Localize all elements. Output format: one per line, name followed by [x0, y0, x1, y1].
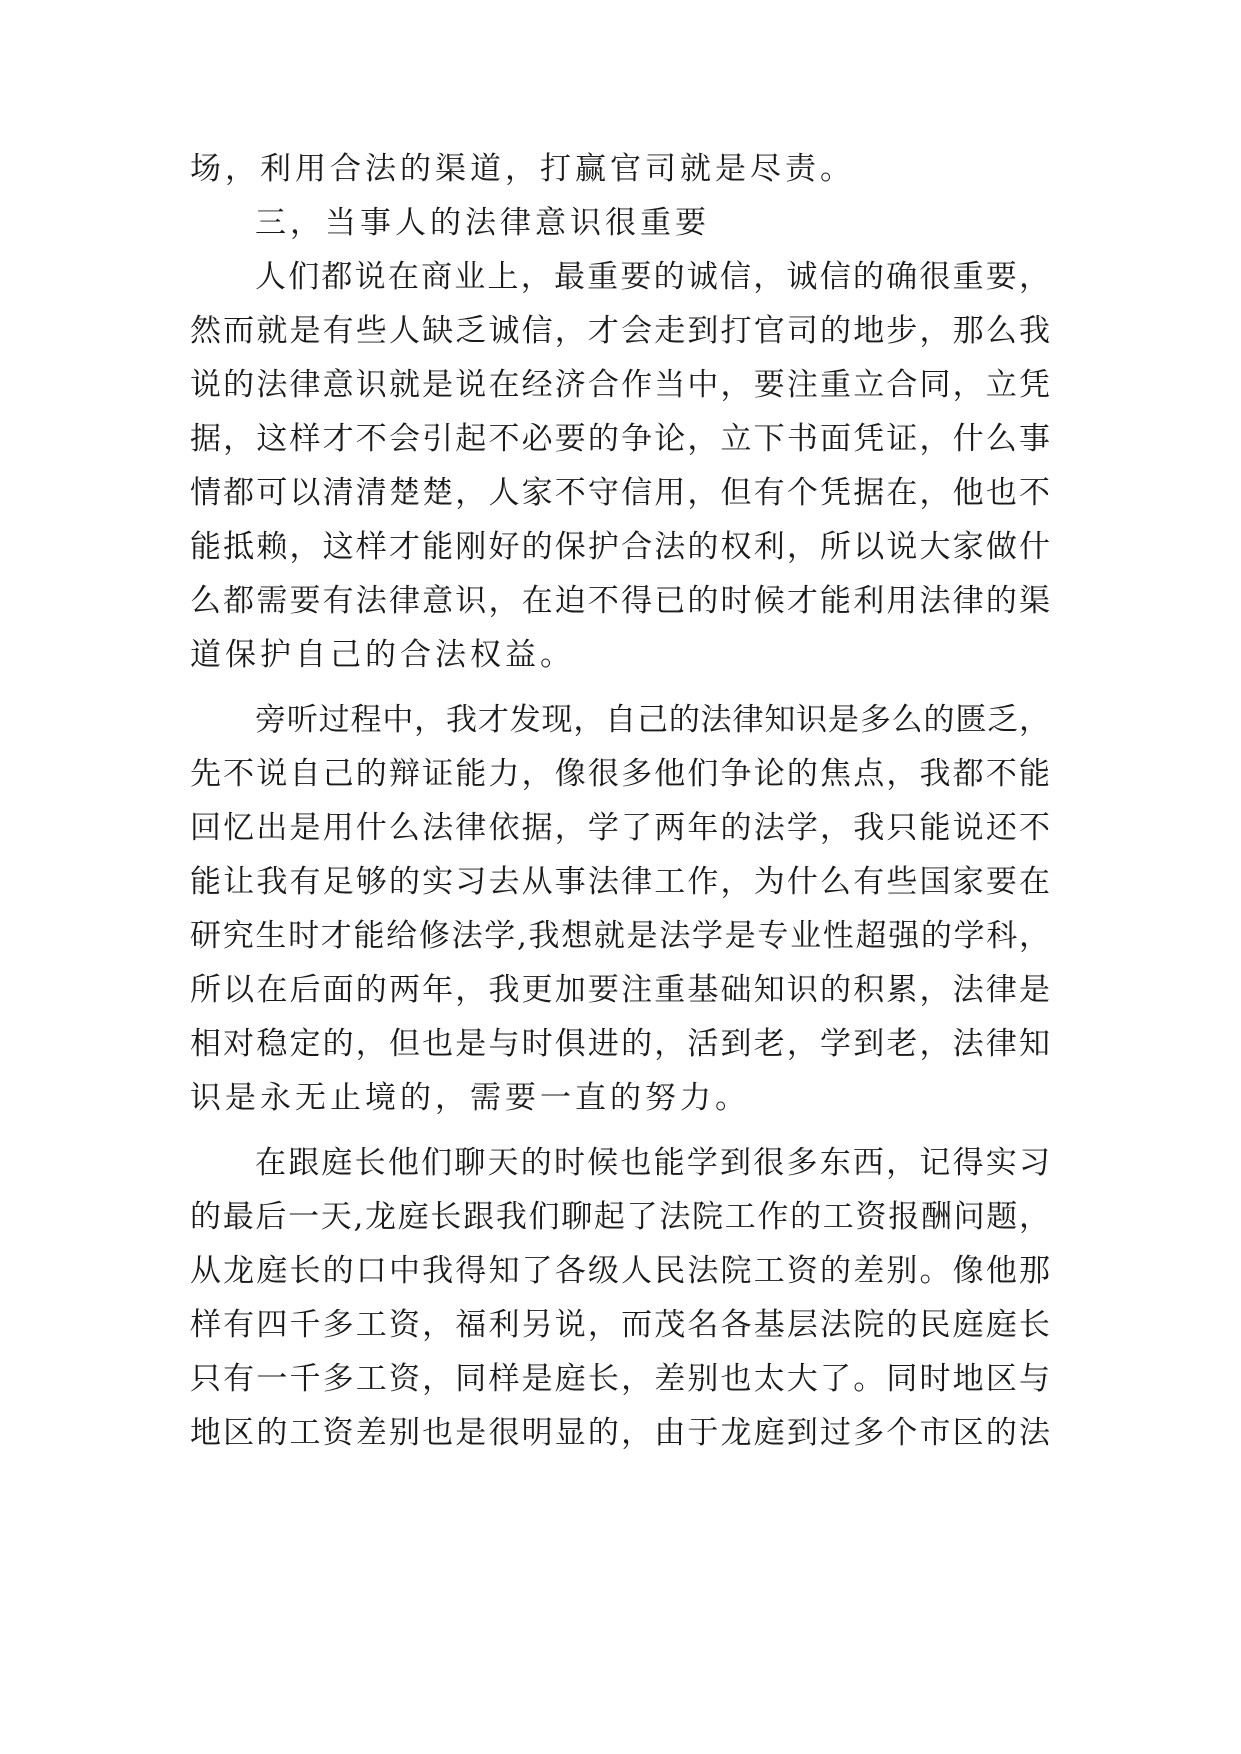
text-line: 情都可以清清楚楚，人家不守信用，但有个凭据在，他也不 [190, 475, 1050, 511]
text-line: 场，利用合法的渠道，打赢官司就是尽责。 [190, 151, 855, 187]
text-line: 道保护自己的合法权益。 [190, 637, 575, 673]
text-line: 相对稳定的，但也是与时俱进的，活到老，学到老，法律知 [190, 1026, 1050, 1062]
paragraph-first-line: 在跟庭长他们聊天的时候也能学到很多东西，记得实习 [255, 1145, 1050, 1181]
text-line: 说的法律意识就是说在经济合作当中，要注重立合同，立凭 [190, 367, 1050, 403]
text-line: 回忆出是用什么法律依据，学了两年的法学，我只能说还不 [190, 810, 1050, 846]
text-line: 样有四千多工资，福利另说，而茂名各基层法院的民庭庭长 [190, 1307, 1050, 1343]
text-line: 识是永无止境的，需要一直的努力。 [190, 1080, 750, 1116]
text-line: 能抵赖，这样才能刚好的保护合法的权利，所以说大家做什 [190, 529, 1050, 565]
text-line: 然而就是有些人缺乏诚信，才会走到打官司的地步，那么我 [190, 313, 1050, 349]
text-line: 所以在后面的两年，我更加要注重基础知识的积累，法律是 [190, 972, 1050, 1008]
text-line: 能让我有足够的实习去从事法律工作，为什么有些国家要在 [190, 864, 1050, 900]
text-line: 先不说自己的辩证能力，像很多他们争论的焦点，我都不能 [190, 756, 1050, 792]
text-line: 么都需要有法律意识，在迫不得已的时候才能利用法律的渠 [190, 583, 1050, 619]
text-line: 据，这样才不会引起不必要的争论，立下书面凭证，什么事 [190, 421, 1050, 457]
paragraph-first-line: 旁听过程中，我才发现，自己的法律知识是多么的匮乏， [255, 702, 1050, 738]
text-line: 研究生时才能给修法学,我想就是法学是专业性超强的学科， [190, 918, 1050, 954]
text-line: 从龙庭长的口中我得知了各级人民法院工资的差别。像他那 [190, 1253, 1050, 1289]
paragraph-first-line: 人们都说在商业上，最重要的诚信，诚信的确很重要， [255, 259, 1050, 295]
text-line: 地区的工资差别也是很明显的，由于龙庭到过多个市区的法 [190, 1415, 1050, 1451]
text-line: 的最后一天,龙庭长跟我们聊起了法院工作的工资报酬问题， [190, 1199, 1050, 1235]
text-line: 只有一千多工资，同样是庭长，差别也太大了。同时地区与 [190, 1361, 1050, 1397]
section-heading: 三，当事人的法律意识很重要 [255, 205, 710, 241]
